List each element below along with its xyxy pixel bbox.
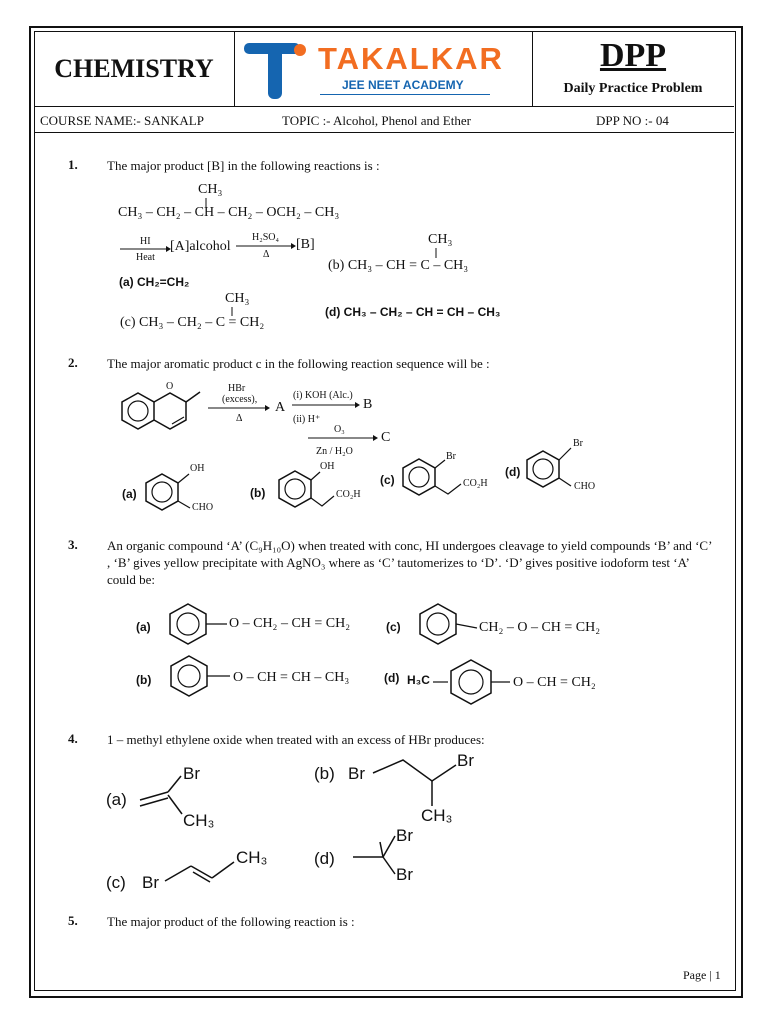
q3-option-c-chain: CH₂ – O – CH = CH₂ [479, 620, 601, 635]
q4-option-d-structure [0, 0, 1, 1]
q3-option-a-label: (a) [136, 620, 151, 634]
q2-reagent1: HBr [228, 383, 246, 394]
question-5-text: The major product of the following reaction is : [107, 914, 355, 929]
question-1-number: 1. [68, 157, 78, 172]
q2-option-d-label: (d) [505, 465, 521, 479]
q1-condition1: Heat [136, 252, 155, 263]
q2-reagent1-note: (excess), [222, 394, 258, 405]
q2-ring-oxygen: O [166, 381, 174, 392]
q1-reagent1: HI [140, 236, 151, 247]
q1-substrate-branch: CH₃ [198, 182, 223, 197]
q2-option-c-br: Br [446, 451, 456, 462]
question-5-number: 5. [68, 913, 78, 928]
question-3-text: An organic compound ‘A’ (C₉H₁₀O) when treated with conc, HI undergoes cleavage to yield compounds ‘B’ and ‘C’ , ‘B’ gives yellow precipitate with AgNO₃ where as ‘C’ tautomerizes to ‘D’. ‘D’ gives positive iodoform test ‘A’ could be: [107, 538, 712, 587]
q2-option-c-co2h: CO₂H [463, 478, 488, 489]
question-2-number: 2. [68, 355, 78, 370]
q1-substrate: CH₃ – CH₂ – CH – CH₂ – OCH₂ – CH₃ [118, 205, 340, 220]
q2-option-d-cho: CHO [574, 481, 596, 492]
q4-option-a-label: (a) [106, 790, 127, 809]
subject-title: CHEMISTRY [34, 31, 235, 106]
q2-product-b: B [363, 397, 373, 412]
q1-product: [B] [296, 237, 315, 252]
q1-option-c: (c) CH₃ – CH₂ – C = CH₂ [120, 315, 265, 330]
course-name: COURSE NAME:- SANKALP [40, 113, 204, 128]
q2-reagent3: O₃ [334, 424, 345, 435]
q3-option-d-methyl: H₃C [407, 673, 430, 687]
q1-option-a: (a) CH₂=CH₂ [119, 275, 190, 289]
page-number: Page | 1 [683, 968, 721, 982]
q1-option-b: (b) CH₃ – CH = C – CH₃ [328, 258, 469, 273]
q4-option-c-label: (c) [106, 873, 126, 892]
q3-option-d-chain: O – CH = CH₂ [513, 675, 596, 690]
q1-condition2: Δ [263, 249, 270, 260]
question-2-text: The major aromatic product c in the following reaction sequence will be : [107, 356, 490, 371]
q1-reagent2: H₂SO₄ [252, 232, 279, 243]
logo-mark-icon [242, 39, 317, 101]
brand-name: TAKALKAR [318, 41, 504, 76]
q2-option-c-label: (c) [380, 473, 395, 487]
info-bar [34, 106, 734, 133]
brand-logo [234, 31, 533, 106]
q4-option-d-label: (d) [314, 849, 335, 868]
q2-reagent2b: (ii) H⁺ [293, 414, 321, 425]
q1-intermediate: [A]alcohol [170, 239, 231, 254]
question-3-number: 3. [68, 537, 78, 552]
brand-subtitle: JEE NEET ACADEMY [342, 78, 464, 92]
page-header [34, 31, 734, 107]
q4-option-b-br1: Br [348, 764, 365, 783]
q4-option-a-br: Br [183, 764, 200, 783]
q2-reagent2: (i) KOH (Alc.) [293, 390, 353, 401]
dpp-subtitle: Daily Practice Problem [563, 81, 703, 96]
q3-option-a-chain: O – CH₂ – CH = CH₂ [229, 616, 351, 631]
page-border-inner [34, 31, 736, 991]
question-1-text: The major product [B] in the following reactions is : [107, 158, 380, 173]
q2-option-b-co2h: CO₂H [336, 489, 361, 500]
dpp-box [532, 31, 734, 106]
q1-option-c-branch: CH₃ [225, 291, 250, 306]
question-4-number: 4. [68, 731, 78, 746]
q4-option-b-br2: Br [457, 751, 474, 770]
q2-option-a-oh: OH [190, 463, 205, 474]
topic: TOPIC :- Alcohol, Phenol and Ether [282, 113, 471, 128]
q1-option-b-branch: CH₃ [428, 232, 453, 247]
q3-option-c-label: (c) [386, 620, 401, 634]
q3-option-b-chain: O – CH = CH – CH₃ [233, 670, 350, 685]
q2-option-a-cho: CHO [192, 502, 214, 513]
q4-option-a-ch3: CH₃ [183, 811, 215, 830]
q3-option-d-label: (d) [384, 671, 400, 685]
q4-option-d-br2: Br [396, 865, 413, 884]
q2-option-b-oh: OH [320, 461, 335, 472]
q2-option-d-br: Br [573, 438, 583, 449]
q4-option-b-label: (b) [314, 764, 335, 783]
q4-option-c-br: Br [142, 873, 159, 892]
q4-option-d-br1: Br [396, 826, 413, 845]
q2-reagent3b: Zn / H₂O [316, 446, 353, 457]
q4-option-b-ch3: CH₃ [421, 806, 453, 825]
question-4-text: 1 – methyl ethylene oxide when treated with an excess of HBr produces: [107, 732, 485, 747]
dpp-number: DPP NO :- 04 [596, 113, 669, 128]
q3-option-b-label: (b) [136, 673, 152, 687]
dpp-title: DPP [599, 37, 667, 74]
q2-product-c: C [381, 430, 391, 445]
q2-product-a: A [275, 400, 286, 415]
q1-option-d: (d) CH₃ – CH₂ – CH = CH – CH₃ [325, 305, 501, 319]
q2-option-b-label: (b) [250, 486, 266, 500]
q2-option-a-label: (a) [122, 487, 137, 501]
brand-underline [320, 94, 490, 95]
q2-condition1: Δ [236, 413, 243, 424]
q4-option-c-ch3: CH₃ [236, 848, 268, 867]
